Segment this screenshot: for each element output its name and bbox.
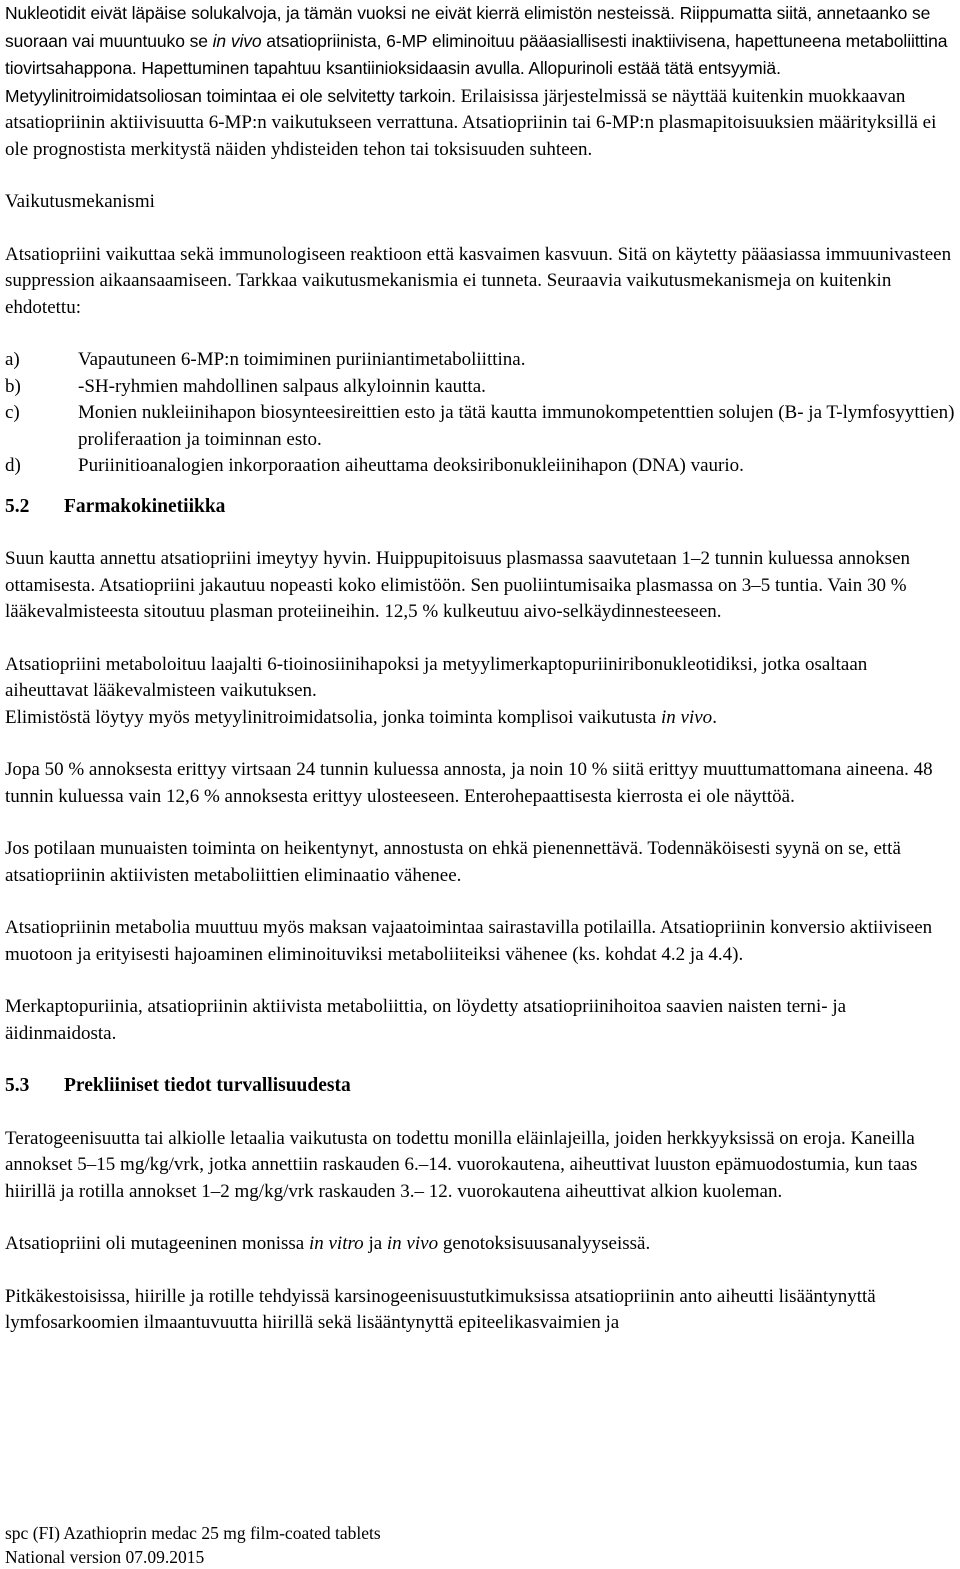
section-heading-pharmacokinetics — [5, 494, 955, 521]
list-marker: c) — [5, 402, 20, 423]
intro-paragraph — [5, 0, 955, 163]
mechanism-list — [5, 347, 955, 480]
pk-paragraph-2b — [5, 705, 955, 732]
mechanism-paragraph: Atsatiopriini vaikuttaa sekä immunologiseen reaktioon että kasvaimen kasvuun. Sitä on käytetty pääasiassa immuunivasteen suppression aikaansaamiseen. Tarkkaa vaikutusmekanismia ei tunneta. Seuraavia vaikutusmekanismeja on kuitenkin ehdotettu: — [5, 243, 952, 318]
pk-paragraph-6: Merkaptopuriinia, atsatiopriinin aktiivista metaboliittia, on löydetty atsatiopriinihoitoa saavien naisten terni- ja äidinmaidosta. — [5, 996, 847, 1044]
preclinical-paragraph-2 — [5, 1231, 955, 1258]
pk-paragraph-3: Jopa 50 % annoksesta erittyy virtsaan 24 tunnin kuluessa annosta, ja noin 10 % siitä erittyy muuttumattomana aineena. 48 tunnin kuluessa vain 12,6 % annoksesta erittyy ulosteeseen. Enterohepaattisesta kierrosta ei ole näyttöä. — [5, 759, 933, 807]
pk-period: . — [712, 706, 717, 728]
list-item — [5, 400, 955, 453]
list-text: Vapautuneen 6-MP:n toimiminen puriiniantimetaboliittina. — [78, 349, 526, 370]
list-marker: b) — [5, 375, 21, 397]
preclinical-text: genotoksisuusanalyyseissä. — [438, 1233, 651, 1254]
list-text: Monien nukleiinihapon biosynteesireittien esto ja tätä kautta immunokompetenttien solujen (B- ja T-lymfosyyttien) proliferaation ja toiminnan esto. — [78, 402, 955, 450]
preclinical-paragraph-1: Teratogeenisuutta tai alkiolle letaalia vaikutusta on todettu monilla eläinlajeilla, joiden herkkyyksissä on eroja. Kaneilla annokset 5–15 mg/kg/vrk, jotka annettiin raskauden 6.–14. vuorokautena, aiheuttivat luuston epämuodostumia, kun taas hiirillä ja rotilla annokset 1–2 mg/kg/vrk raskauden 3.– 12. vuorokautena aiheuttivat alkion kuoleman. — [5, 1127, 918, 1202]
list-marker: d) — [5, 455, 21, 476]
intro-text-a: Nukleotidit eivät läpäise solukalvoja, ja tämän vuoksi ne eivät kierrä elimistön nesteissä. Riippumatta siitä, annetaanko se suoraan vai muuntuuko se — [5, 3, 931, 51]
preclinical-paragraph-3: Pitkäkestoisissa, hiirille ja rotille tehdyissä karsinogeenisuustutkimuksissa atsatiopriinin anto aiheutti lisääntynyttä lymfosarkoomien ilmaantuvuutta hiirillä sekä lisääntynyttä epiteelikasvaimien ja — [5, 1285, 876, 1333]
preclinical-text: ja — [363, 1233, 387, 1254]
page-footer — [5, 1521, 381, 1569]
mechanism-heading: Vaikutusmekanismi — [5, 191, 155, 212]
list-item — [5, 453, 955, 480]
footer-version: National version 07.09.2015 — [5, 1547, 205, 1567]
section-heading-preclinical — [5, 1073, 955, 1100]
pk-text: Elimistöstä löytyy myös metyylinitroimidatsolia, jonka toiminta komplisoi vaikutusta — [5, 706, 661, 728]
footer-product: spc (FI) Azathioprin medac 25 mg film-coated tablets — [5, 1523, 381, 1543]
list-item — [5, 374, 955, 401]
pk-in-vivo: in vivo — [661, 706, 713, 728]
pk-paragraph-1: Suun kautta annettu atsatiopriini imeytyy hyvin. Huippupitoisuus plasmassa saavutetaan 1–2 tunnin kuluessa annoksen ottamisesta. Atsatiopriini jakautuu nopeasti koko elimistöön. Sen puoliintumisaika plasmassa on 3–5 tuntia. Vain 30 % lääkevalmisteesta sitoutuu plasman proteiineihin. 12,5 % kulkeutuu aivo-selkäydinnesteeseen. — [5, 548, 911, 622]
intro-text-c: Erilaisissa järjestelmissä se näyttää kuitenkin muokkaavan atsatiopriinin aktiivisuutta 6-MP:n vaikutukseen verrattuna. Atsatiopriinin tai 6-MP:n plasmapitoisuuksien määrityksillä ei ole prognostista merkitystä näiden yhdisteiden tehon tai toksisuuden suhteen. — [5, 85, 937, 160]
list-text: -SH-ryhmien mahdollinen salpaus alkyloinnin kautta. — [78, 375, 486, 397]
list-marker: a) — [5, 349, 20, 370]
section-number: 5.2 — [5, 495, 30, 517]
list-text: Puriinitioanalogien inkorporaation aiheuttama deoksiribonukleiinihapon (DNA) vaurio. — [78, 455, 744, 476]
preclinical-in-vivo: in vivo — [386, 1233, 439, 1254]
preclinical-text: Atsatiopriini oli mutageeninen monissa — [5, 1233, 309, 1254]
pk-paragraph-4: Jos potilaan munuaisten toiminta on heikentynyt, annostusta on ehkä pienennettävä. Todennäköisesti syynä on se, että atsatiopriinin aktiivisten metaboliittien eliminaatio vähenee. — [5, 838, 901, 886]
list-item — [5, 347, 955, 374]
document-page — [5, 0, 955, 1337]
pk-paragraph-2a: Atsatiopriini metaboloituu laajalti 6-tioinosiinihapoksi ja metyylimerkaptopuriiniribonukleotidiksi, jotka osaltaan aiheuttavat lääkevalmisteen vaikutuksen. — [5, 653, 868, 701]
section-number: 5.3 — [5, 1075, 30, 1096]
section-title: Prekliiniset tiedot turvallisuudesta — [64, 1075, 351, 1096]
intro-text-b: atsatiopriinista, 6-MP eliminoituu pääasiallisesti inaktiivisena, hapettuneena metaboliittina tiovirtsahappona. Hapettuminen tapahtuu ksantiinioksidaasin avulla. Allopurinoli estää tätä entsyymiä. Metyylinitroimidatsoliosan toimintaa ei ole selvitetty tarkoin. — [5, 30, 948, 106]
intro-in-vivo: in vivo — [212, 30, 262, 51]
pk-paragraph-5: Atsatiopriinin metabolia muuttuu myös maksan vajaatoimintaa sairastavilla potilailla. Atsatiopriinin konversio aktiiviseen muotoon ja erityisesti hajoaminen eliminoituviksi metaboliiteiksi vähenee (ks. kohdat 4.2 ja 4.4). — [5, 917, 933, 965]
section-title: Farmakokinetiikka — [64, 495, 226, 517]
preclinical-in-vitro: in vitro — [308, 1233, 364, 1254]
